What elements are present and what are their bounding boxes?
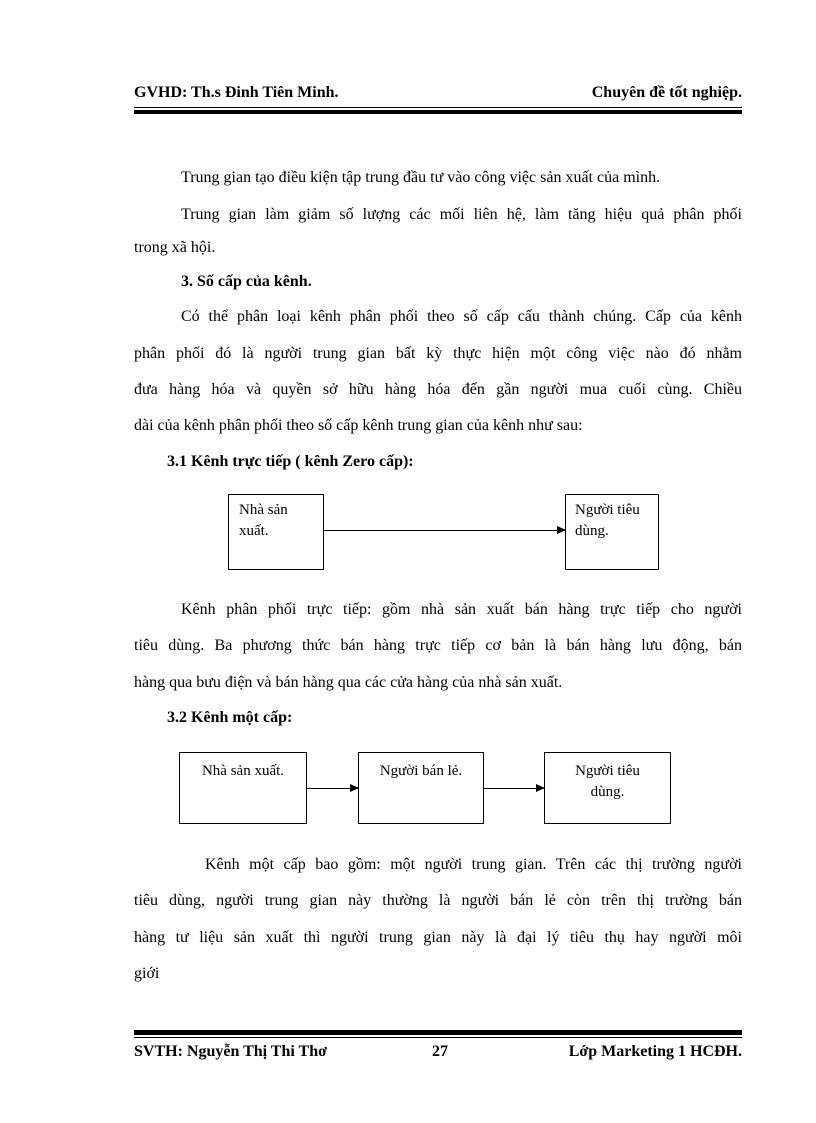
paragraph-4-line-1: Kênh phân phối trực tiếp: gồm nhà sản xuất bán hàng trực tiếp cho người — [181, 601, 742, 618]
box-producer-2 — [179, 752, 307, 824]
paragraph-3-line-1: Có thể phân loại kênh phân phối theo số cấp cấu thành chúng. Cấp của kênh — [181, 308, 742, 325]
paragraph-3-line-4: dài của kênh phân phối theo số cấp kênh trung gian của kênh như sau: — [134, 417, 583, 434]
footer-rule-thick — [134, 1030, 742, 1035]
paragraph-3-line-2: phân phối đó là người trung gian bất kỳ thực hiện một công việc nào đó nhằm — [134, 345, 742, 362]
header-rule-thick — [134, 110, 742, 114]
paragraph-3-line-3: đưa hàng hóa và quyền sở hữu hàng hóa đến gần người mua cuối cùng. Chiều — [134, 381, 742, 398]
page-header — [134, 84, 742, 102]
arrow-retailer-to-consumer — [484, 788, 544, 789]
box-consumer-2-line-2: dùng. — [590, 784, 625, 800]
box-producer-line-2: xuất. — [239, 523, 269, 539]
box-retailer-label: Người bán lẻ. — [379, 763, 463, 779]
footer-student: SVTH: Nguyễn Thị Thi Thơ — [134, 1043, 327, 1060]
box-retailer — [358, 752, 484, 824]
header-rule-thin — [134, 107, 742, 108]
paragraph-4-line-2: tiêu dùng. Ba phương thức bán hàng trực tiếp cơ bản là bán hàng lưu động, bán — [134, 637, 742, 654]
box-consumer-line-1: Người tiêu — [575, 502, 640, 518]
paragraph-2-line-2: trong xã hội. — [134, 239, 216, 256]
box-producer-2-label: Nhà sản xuất. — [201, 763, 285, 779]
heading-section-3-1: 3.1 Kênh trực tiếp ( kênh Zero cấp): — [167, 453, 414, 470]
paragraph-5-line-3: hàng tư liệu sản xuất thì người trung gian này là đại lý tiêu thụ hay người môi — [134, 929, 742, 946]
arrow-producer-to-retailer — [307, 788, 358, 789]
box-consumer-2-line-1: Người tiêu — [575, 763, 640, 779]
box-producer-line-1: Nhà sản — [239, 502, 288, 518]
paragraph-5-line-4: giới — [134, 965, 160, 982]
footer-page-number: 27 — [432, 1043, 448, 1060]
header-advisor: GVHD: Th.s Đinh Tiên Minh. — [134, 84, 339, 101]
heading-section-3: 3. Số cấp của kênh. — [181, 273, 312, 290]
heading-section-3-2: 3.2 Kênh một cấp: — [167, 709, 293, 726]
box-consumer-2 — [544, 752, 671, 824]
paragraph-5-line-1: Kênh một cấp bao gồm: một người trung gian. Trên các thị trường người — [205, 856, 742, 873]
paragraph-4-line-3: hàng qua bưu điện và bán hàng qua các cửa hàng của nhà sản xuất. — [134, 674, 563, 691]
header-doc-title: Chuyên đề tốt nghiệp. — [591, 84, 742, 101]
arrow-producer-to-consumer — [324, 530, 565, 531]
box-consumer — [565, 494, 659, 570]
paragraph-5-line-2: tiêu dùng, người trung gian này thường là người bán lẻ còn trên thị trường bán — [134, 892, 742, 909]
box-producer — [228, 494, 324, 570]
box-consumer-line-2: dùng. — [575, 523, 609, 539]
footer-rule-thin — [134, 1037, 742, 1038]
footer-class: Lớp Marketing 1 HCĐH. — [568, 1043, 742, 1060]
paragraph-1: Trung gian tạo điều kiện tập trung đầu tư vào công việc sản xuất của mình. — [181, 169, 661, 186]
paragraph-2-line-1: Trung gian làm giảm số lượng các mối liên hệ, làm tăng hiệu quả phân phối — [181, 206, 742, 223]
